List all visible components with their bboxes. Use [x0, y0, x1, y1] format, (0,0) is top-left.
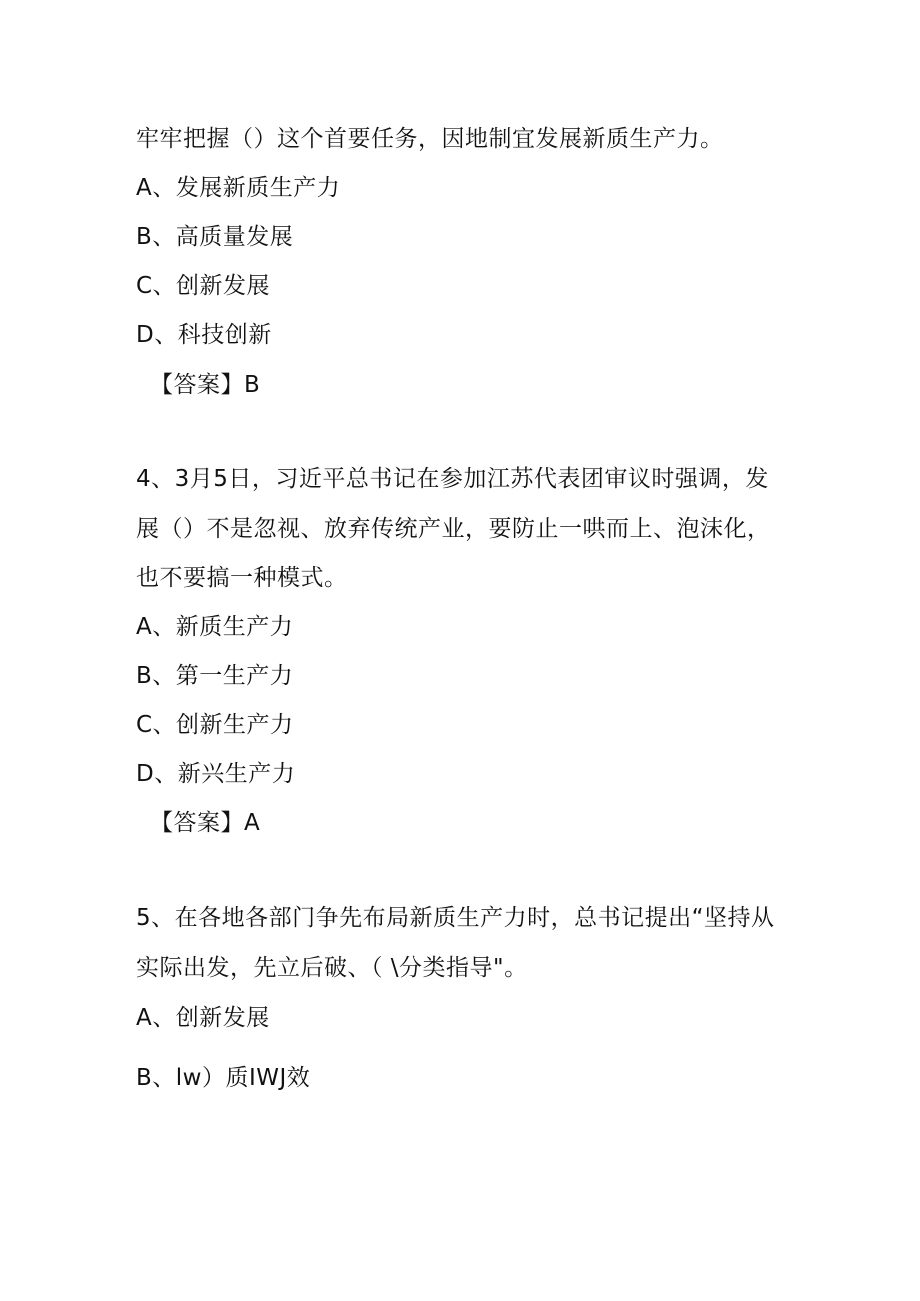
q3-option-b: B、高质量发展 — [136, 224, 294, 250]
q4-option-d: D、新兴生产力 — [136, 761, 296, 787]
q3-stem-line-1: 牢牢把握（）这个首要任务，因地制宜发展新质生产力。 — [136, 126, 724, 152]
q4-answer: 【答案】A — [150, 810, 261, 836]
q4-option-a: A、新质生产力 — [136, 614, 294, 640]
q3-option-d: D、科技创新 — [136, 322, 272, 348]
q3-answer: 【答案】B — [150, 372, 261, 398]
q5-option-b: B、lw）质IWJ效 — [136, 1065, 311, 1091]
q4-stem-line-1: 4、3月5日，习近平总书记在参加江苏代表团审议时强调，发 — [136, 466, 769, 492]
q4-stem-line-2: 展（）不是忽视、放弃传统产业，要防止一哄而上、泡沫化， — [136, 516, 771, 542]
q5-stem-line-2: 实际出发，先立后破、（ \分类指导"。 — [136, 955, 528, 981]
q3-option-a: A、发展新质生产力 — [136, 175, 341, 201]
q5-option-a: A、创新发展 — [136, 1005, 270, 1031]
q4-option-b: B、第一生产力 — [136, 663, 294, 689]
q4-stem-line-3: 也不要搞一种模式。 — [136, 565, 348, 591]
q5-stem-line-1: 5、在各地各部门争先布局新质生产力时，总书记提出“坚持从 — [136, 905, 775, 931]
q4-option-c: C、创新生产力 — [136, 712, 294, 738]
q3-option-c: C、创新发展 — [136, 273, 271, 299]
